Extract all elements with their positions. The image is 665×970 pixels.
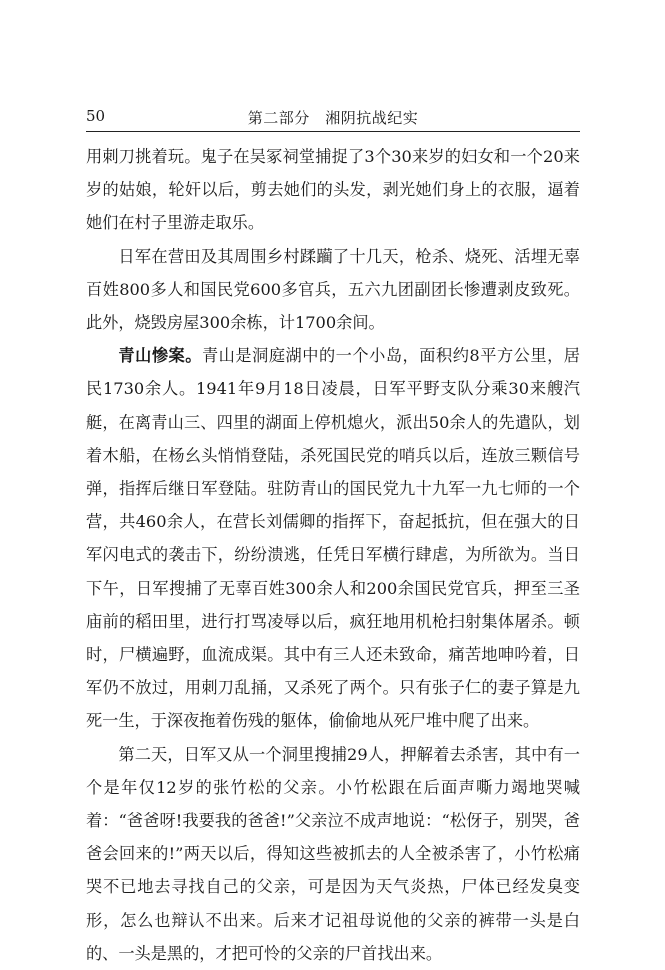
- body-text: [86, 140, 580, 970]
- page-header: [86, 107, 580, 132]
- paragraph-3: [86, 339, 580, 737]
- page-number: 50: [86, 107, 106, 125]
- paragraph-2-text: 日军在营田及其周围乡村蹂躏了十几天，枪杀、烧死、活埋无辜百姓800多人和国民党600多官兵，五六九团副团长惨遭剥皮致死。此外，烧毁房屋300余栋，计1700余间。: [86, 246, 580, 333]
- paragraph-1-text: 用刺刀挑着玩。鬼子在吴冢祠堂捕捉了3个30来岁的妇女和一个20来岁的姑娘，轮奸以后，剪去她们的头发，剥光她们身上的衣服，逼着她们在村子里游走取乐。: [86, 147, 580, 233]
- paragraph-1: [86, 140, 580, 240]
- paragraph-4-text: 第二天，日军又从一个洞里搜捕29人，押解着去杀害，其中有一个是年仅12岁的张竹松的父亲。小竹松跟在后面声嘶力竭地哭喊着：“爸爸呀!我要我的爸爸!”父亲泣不成声地说：“松伢子，别哭，爸爸会回来的!”两天以后，得知这些被抓去的人全被杀害了，小竹松痛哭不已地去寻找自己的父亲，可是因为天气炎热，尸体已经发臭变形，怎么也辩认不出来。后来才记祖母说他的父亲的裤带一头是白的、一头是黑的，才把可怜的父亲的尸首找出来。: [86, 744, 580, 963]
- paragraph-3-text: 青山是洞庭湖中的一个小岛，面积约8平方公里，居民1730余人。1941年9月18日凌晨，日军平野支队分乘30来艘汽艇，在离青山三、四里的湖面上停机熄火，派出50余人的先遣队，划着木船，在杨幺头悄悄登陆，杀死国民党的哨兵以后，连放三颗信号弹，指挥后继日军登陆。驻防青山的国民党九十九军一九七师的一个营，共460余人，在营长刘儒卿的指挥下，奋起抵抗，但在强大的日军闪电式的袭击下，纷纷溃逃，任凭日军横行肆虐，为所欲为。当日下午，日军搜捕了无辜百姓300余人和200余国民党官兵，押至三圣庙前的稻田里，进行打骂凌辱以后，疯狂地用机枪扫射集体屠杀。顿时，尸横遍野，血流成渠。其中有三人还未致命，痛苦地呻吟着，日军仍不放过，用刺刀乱捅，又杀死了两个。只有张子仁的妻子算是九死一生，于深夜拖着伤残的躯体，偷偷地从死尸堆中爬了出来。: [86, 346, 580, 731]
- paragraph-2: [86, 240, 580, 340]
- running-title: 第二部分 湘阴抗战纪实: [247, 109, 419, 127]
- section-lead-title: 青山惨案。: [118, 346, 202, 366]
- paragraph-4: [86, 738, 580, 970]
